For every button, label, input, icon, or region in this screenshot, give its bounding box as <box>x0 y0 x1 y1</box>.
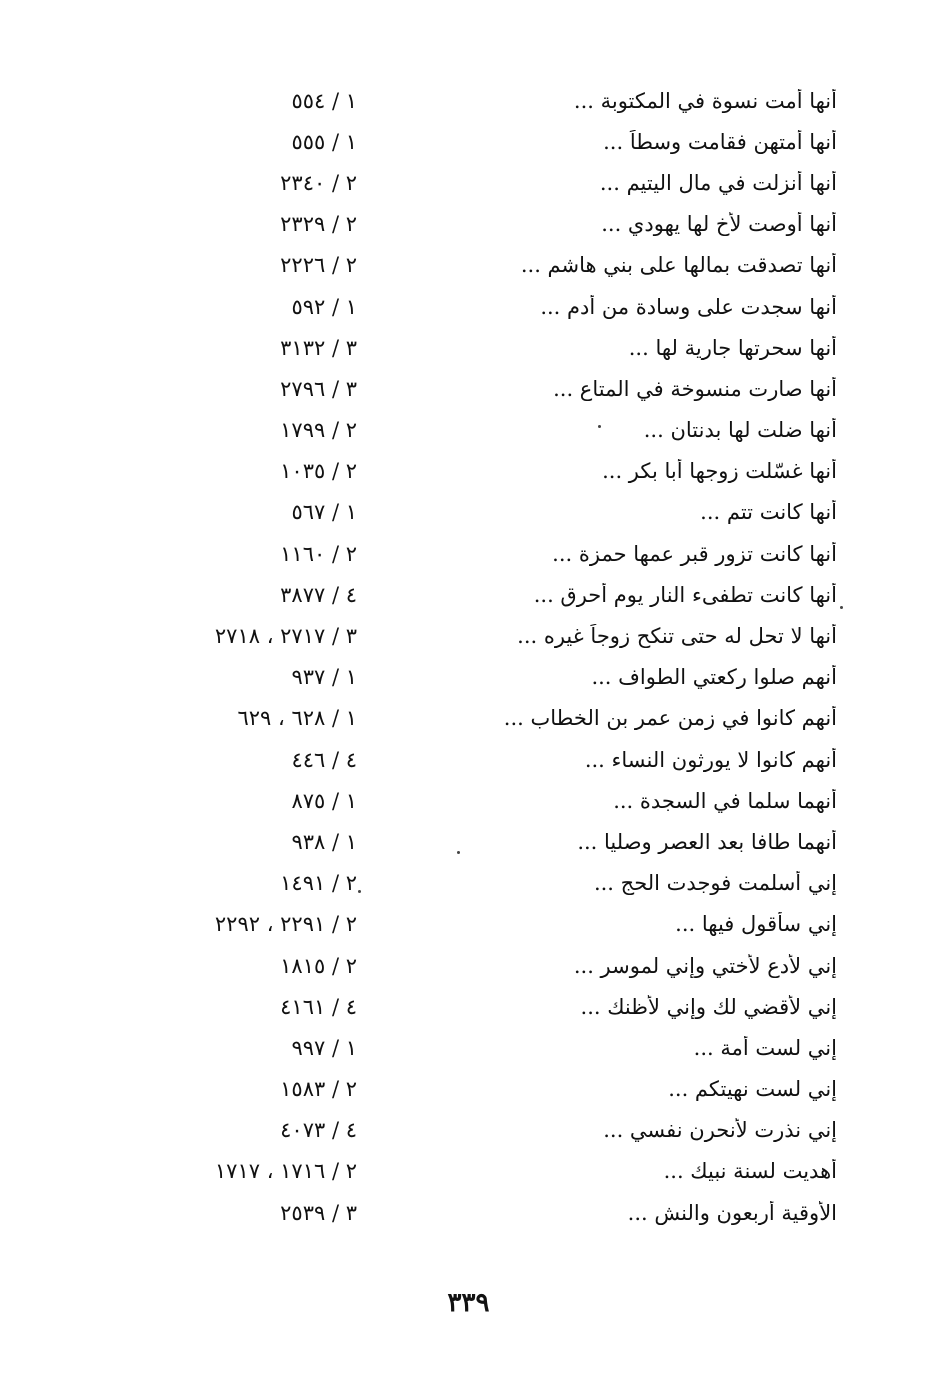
entry-reference: ١ / ٩٣٧ <box>291 665 357 690</box>
entry-text: أنها أمت نسوة في المكتوبة ... <box>573 88 837 113</box>
entry-text: إني لأقضي لك وإني لأظنك ... <box>580 994 837 1019</box>
index-entry <box>97 821 837 862</box>
entry-text: أنها أوصت لأخ لها يهودي ... <box>601 212 837 237</box>
index-entry <box>97 1192 837 1233</box>
entry-text: إني لأدع لأختي وإني لموسر ... <box>573 953 837 978</box>
entry-text: أنهم كانوا في زمن عمر بن الخطاب ... <box>503 706 837 731</box>
scan-speck <box>358 890 361 893</box>
entry-reference: ٤ / ٤٠٧٣ <box>280 1118 357 1143</box>
entry-reference: ٢ / ١٠٣٥ <box>280 459 357 484</box>
index-entry <box>97 1069 837 1110</box>
entry-text: أنها كانت تتم ... <box>700 500 837 525</box>
index-entry <box>97 451 837 492</box>
index-entry <box>97 1151 837 1192</box>
entry-reference: ٣ / ٢٥٣٩ <box>280 1200 357 1225</box>
entry-reference: ١ / ٥٥٤ <box>291 88 357 113</box>
index-entry <box>97 657 837 698</box>
index-entry <box>97 698 837 739</box>
index-entry <box>97 80 837 121</box>
entry-reference: ١ / ٥٥٥ <box>291 129 357 154</box>
entry-text: أنها سجدت على وسادة من أدم ... <box>540 294 837 319</box>
entry-reference: ٤ / ٤١٦١ <box>280 994 357 1019</box>
entry-reference: ٣ / ٢٧٩٦ <box>280 376 357 401</box>
entry-text: أنهما سلما في السجدة ... <box>613 788 837 813</box>
entry-text: إني سأقول فيها ... <box>675 912 837 937</box>
index-entry <box>97 1027 837 1068</box>
index-entry <box>97 863 837 904</box>
scan-speck <box>598 425 601 428</box>
index-entry <box>97 410 837 451</box>
entry-reference: ٢ / ١٥٨٣ <box>280 1077 357 1102</box>
index-entry <box>97 533 837 574</box>
index-entry <box>97 286 837 327</box>
index-entry <box>97 615 837 656</box>
entry-text: أنها لا تحل له حتى تنكح زوجاً غيره ... <box>517 624 837 649</box>
entry-reference: ١ / ٩٣٨ <box>291 829 357 854</box>
scan-speck <box>457 851 460 854</box>
entry-text: إني لست نهيتكم ... <box>668 1077 837 1102</box>
entry-text: أنها كانت تطفىء النار يوم أحرق ... <box>533 582 837 607</box>
entry-reference: ١ / ٥٩٢ <box>291 294 357 319</box>
index-list <box>97 80 837 1233</box>
entry-text: أنها ضلت لها بدنتان ... <box>643 418 837 443</box>
entry-reference: ٤ / ٤٤٦ <box>291 747 357 772</box>
entry-reference: ١ / ٩٩٧ <box>291 1035 357 1060</box>
entry-text: أنها سحرتها جارية لها ... <box>628 335 837 360</box>
entry-text: أنهم صلوا ركعتي الطواف ... <box>591 665 837 690</box>
entry-reference: ١ / ٦٢٨ ، ٦٢٩ <box>237 706 357 731</box>
index-entry <box>97 739 837 780</box>
index-entry <box>97 121 837 162</box>
page-number: ٣٣٩ <box>447 1288 490 1318</box>
entry-text: أهديت لسنة نبيك ... <box>663 1159 837 1184</box>
entry-text: أنها أنزلت في مال اليتيم ... <box>599 170 837 195</box>
index-entry <box>97 204 837 245</box>
entry-text: إني أسلمت فوجدت الحج ... <box>593 871 837 896</box>
index-entry <box>97 162 837 203</box>
entry-text: أنها غسّلت زوجها أبا بكر ... <box>602 459 837 484</box>
entry-reference: ٢ / ١٧١٦ ، ١٧١٧ <box>214 1159 357 1184</box>
index-entry <box>97 368 837 409</box>
entry-reference: ١ / ٨٧٥ <box>291 788 357 813</box>
index-entry <box>97 945 837 986</box>
index-entry <box>97 574 837 615</box>
entry-text: أنها صارت منسوخة في المتاع ... <box>553 376 837 401</box>
entry-text: إني نذرت لأنحرن نفسي ... <box>603 1118 837 1143</box>
entry-reference: ٤ / ٣٨٧٧ <box>280 582 357 607</box>
entry-text: إني لست أمة ... <box>693 1035 837 1060</box>
entry-reference: ١ / ٥٦٧ <box>291 500 357 525</box>
entry-reference: ٣ / ٣١٣٢ <box>280 335 357 360</box>
entry-reference: ٣ / ٢٧١٧ ، ٢٧١٨ <box>214 624 357 649</box>
index-entry <box>97 492 837 533</box>
entry-reference: ٢ / ٢٣٤٠ <box>280 170 357 195</box>
entry-reference: ٢ / ١١٦٠ <box>280 541 357 566</box>
entry-reference: ٢ / ١٤٩١ <box>280 871 357 896</box>
entry-text: أنها تصدقت بمالها على بني هاشم ... <box>520 253 837 278</box>
entry-reference: ٢ / ١٨١٥ <box>280 953 357 978</box>
index-entry <box>97 327 837 368</box>
entry-reference: ٢ / ١٧٩٩ <box>280 418 357 443</box>
entry-text: أنها كانت تزور قبر عمها حمزة ... <box>552 541 837 566</box>
index-entry <box>97 245 837 286</box>
index-entry <box>97 1110 837 1151</box>
entry-text: أنهم كانوا لا يورثون النساء ... <box>584 747 837 772</box>
index-entry <box>97 904 837 945</box>
entry-reference: ٢ / ٢٢٢٦ <box>280 253 357 278</box>
index-entry <box>97 780 837 821</box>
entry-text: أنهما طافا بعد العصر وصليا ... <box>577 829 837 854</box>
index-entry <box>97 986 837 1027</box>
entry-reference: ٢ / ٢٣٢٩ <box>280 212 357 237</box>
entry-reference: ٢ / ٢٢٩١ ، ٢٢٩٢ <box>214 912 357 937</box>
entry-text: أنها أمتهن فقامت وسطاً ... <box>603 129 837 154</box>
scan-speck <box>840 606 843 609</box>
entry-text: الأوقية أربعون والنش ... <box>627 1200 837 1225</box>
